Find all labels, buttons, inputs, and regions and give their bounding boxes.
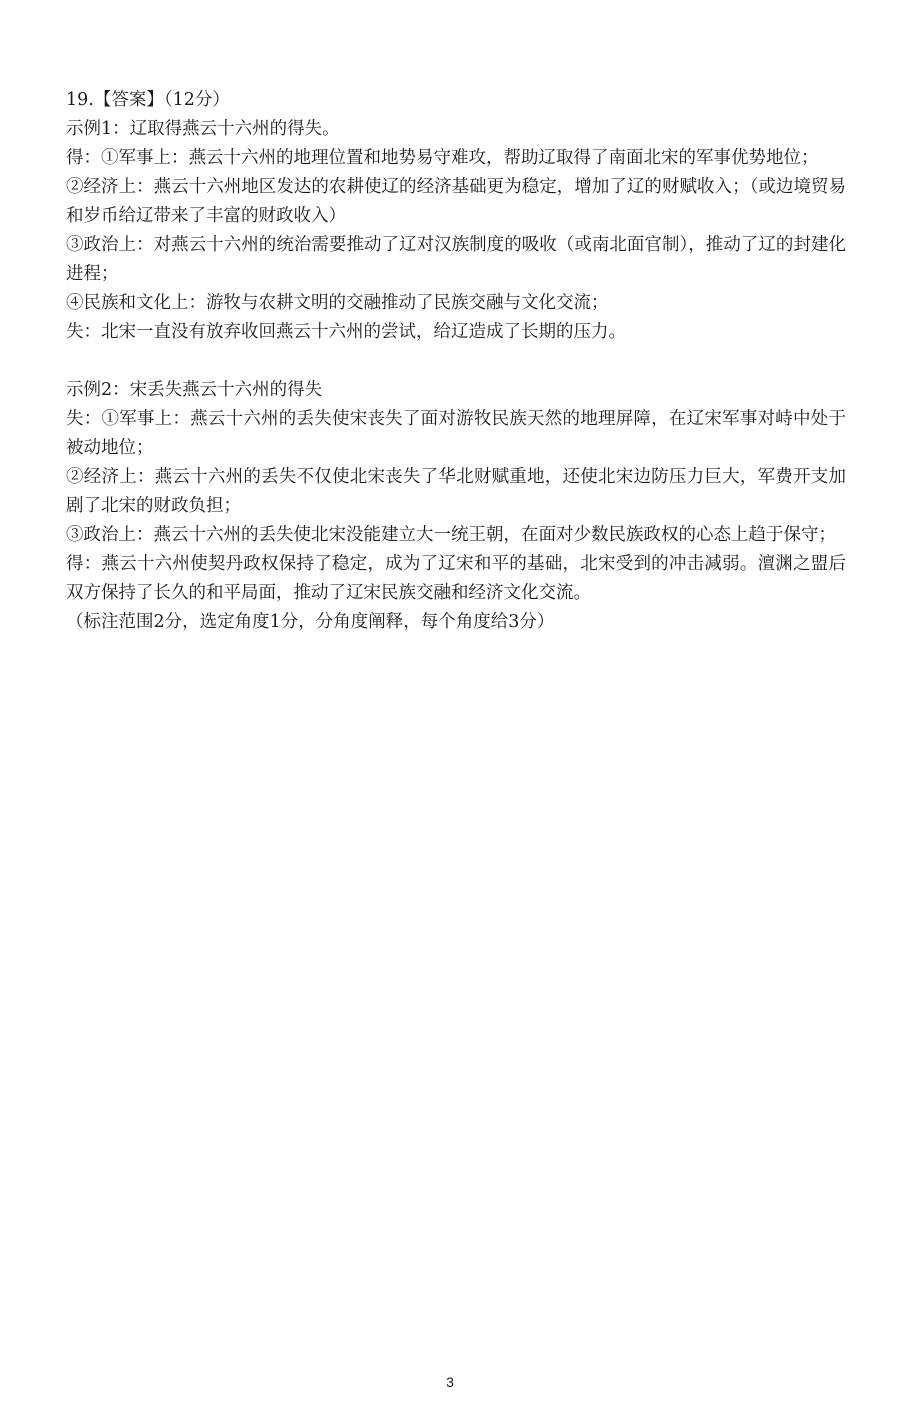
example-1-gain-military: 得：①军事上：燕云十六州的地理位置和地势易守难攻，帮助辽取得了南面北宋的军事优势地位；	[66, 148, 819, 168]
example-2-loss-military: 失：①军事上：燕云十六州的丢失使宋丧失了面对游牧民族天然的地理屏障，在辽宋军事对峙中处于被动地位；	[66, 409, 846, 458]
section-spacer	[66, 347, 846, 376]
answer-heading: 19.【答案】（12分）	[66, 90, 230, 110]
example-2-political: ③政治上：燕云十六州的丢失使北宋没能建立大一统王朝，在面对少数民族政权的心态上趋于保守；	[66, 525, 836, 545]
example-1-ethnic-cultural: ④民族和文化上：游牧与农耕文明的交融推动了民族交融与文化交流；	[66, 293, 609, 313]
example-1	[66, 115, 846, 347]
example-1-political: ③政治上：对燕云十六州的统治需要推动了辽对汉族制度的吸收（或南北面官制），推动了辽的封建化进程；	[66, 235, 846, 284]
example-1-title: 示例1：辽取得燕云十六州的得失。	[66, 119, 340, 139]
example-2	[66, 376, 846, 637]
scoring-note: （标注范围2分，选定角度1分，分角度阐释，每个角度给3分）	[66, 612, 555, 632]
example-2-gain: 得：燕云十六州使契丹政权保持了稳定，成为了辽宋和平的基础，北宋受到的冲击减弱。澶渊之盟后双方保持了长久的和平局面，推动了辽宋民族交融和经济文化交流。	[66, 554, 846, 603]
example-1-loss: 失：北宋一直没有放弃收回燕云十六州的尝试，给辽造成了长期的压力。	[66, 322, 626, 342]
example-1-economic: ②经济上：燕云十六州地区发达的农耕使辽的经济基础更为稳定，增加了辽的财赋收入；（或边境贸易和岁币给辽带来了丰富的财政收入）	[66, 177, 846, 226]
example-2-economic: ②经济上：燕云十六州的丢失不仅使北宋丧失了华北财赋重地，还使北宋边防压力巨大，军费开支加剧了北宋的财政负担；	[66, 467, 846, 516]
example-2-title: 示例2：宋丢失燕云十六州的得失	[66, 380, 323, 400]
document-body	[66, 86, 846, 637]
page-number: 3	[446, 1374, 454, 1390]
